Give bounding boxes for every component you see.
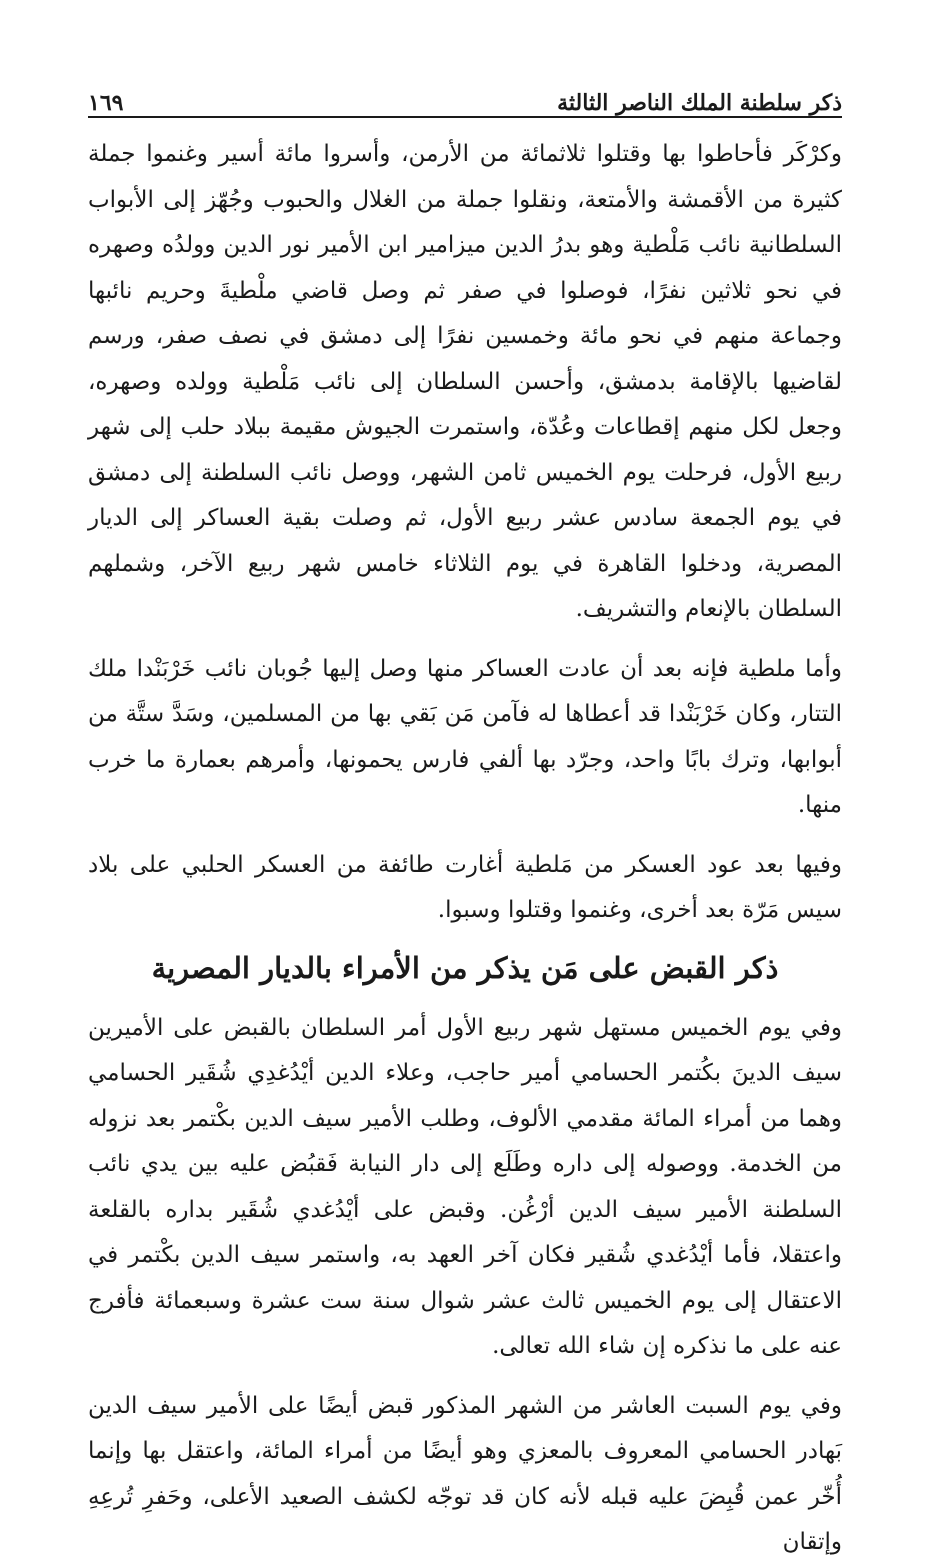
running-title: ذكر سلطنة الملك الناصر الثالثة <box>557 90 842 116</box>
paragraph: وأما ملطية فإنه بعد أن عادت العساكر منها وصل إليها جُوبان نائب خَرْبَنْدا ملك التتار، وكان خَرْبَنْدا قد أعطاها له فآمن مَن بَقي بها من المسلمين، وسَدَّ ستَّة من أبوابها، وترك بابًا واحد، وجرّد بها ألفي فارس يحمونها، وأمرهم بعمارة ما خرب منها. <box>88 655 842 818</box>
running-header <box>88 78 842 118</box>
paragraph: وفي يوم السبت العاشر من الشهر المذكور قبض أيضًا على الأمير سيف الدين بَهادر الحسامي المعروف بالمعزي وهو أيضًا من أمراء المائة، واعتقل بها وإنما أُخّر عمن قُبِضَ عليه قبله لأنه كان قد توجّه لكشف الصعيد الأعلى، وحَفرِ تُرعِهِ وإتقان <box>88 1392 842 1555</box>
body-text <box>88 132 842 1566</box>
book-page <box>88 78 843 1555</box>
section-heading: ذكر القبض على مَن يذكر من الأمراء بالديار المصرية <box>151 950 779 985</box>
paragraph: وفي يوم الخميس مستهل شهر ربيع الأول أمر السلطان بالقبض على الأميرين سيف الدينَ بكُتمر الحسامي أمير حاجب، وعلاء الدين أيْدُغدِي شُقَير الحسامي وهما من أمراء المائة مقدمي الألوف، وطلب الأمير سيف الدين بكْتمر بعد نزوله من الخدمة. ووصوله إلى داره وطَلَع إلى دار النيابة فَقبُض عليه بين يدي نائب السلطنة الأمير سيف الدين أرْغُن. وقبض على أيْدُغدي شُقَير بداره بالقلعة واعتقلا، فأما أيْدُغدي شُقير فكان آخر العهد به، واستمر سيف الدين بكْتمر في الاعتقال إلى يوم الخميس ثالث عشر شوال سنة ست عشرة وسبعمائة فأفرج عنه على ما نذكره إن شاء الله تعالى. <box>88 1014 843 1359</box>
paragraph: وفيها بعد عود العسكر من مَلطية أغارت طائفة من العسكر الحلبي على بلاد سيس مَرّة بعد أخرى، وغنموا وقتلوا وسبوا. <box>88 851 842 923</box>
page-number: ١٦٩ <box>88 90 124 116</box>
paragraph: وكرْكَر فأحاطوا بها وقتلوا ثلاثمائة من الأرمن، وأسروا مائة أسير وغنموا جملة كثيرة من الأقمشة والأمتعة، ونقلوا جملة من الغلال والحبوب وجُهّز إلى الأبواب السلطانية نائب مَلْطية وهو بدرُ الدين ميزامير ابن الأمير نور الدين وولدُه وصهره في نحو ثلاثين نفرًا، فوصلوا في صفر ثم وصل قاضي ملْطيةَ وحريم نائبها وجماعة منهم في نحو مائة وخمسين نفرًا إلى دمشق في نصف صفر، ورسم لقاضيها بالإقامة بدمشق، وأحسن السلطان إلى نائب مَلْطية وولده وصهره، وجعل لكل منهم إقطاعات وعُدّة، واستمرت الجيوش مقيمة ببلاد حلب إلى شهر ربيع الأول، فرحلت يوم الخميس ثامن الشهر، ووصل نائب السلطنة إلى دمشق في يوم الجمعة سادس عشر ربيع الأول، ثم وصلت بقية العساكر إلى الديار المصرية، ودخلوا القاهرة في يوم الثلاثاء خامس شهر ربيع الآخر، وشملهم السلطان بالإنعام والتشريف. <box>88 141 842 622</box>
